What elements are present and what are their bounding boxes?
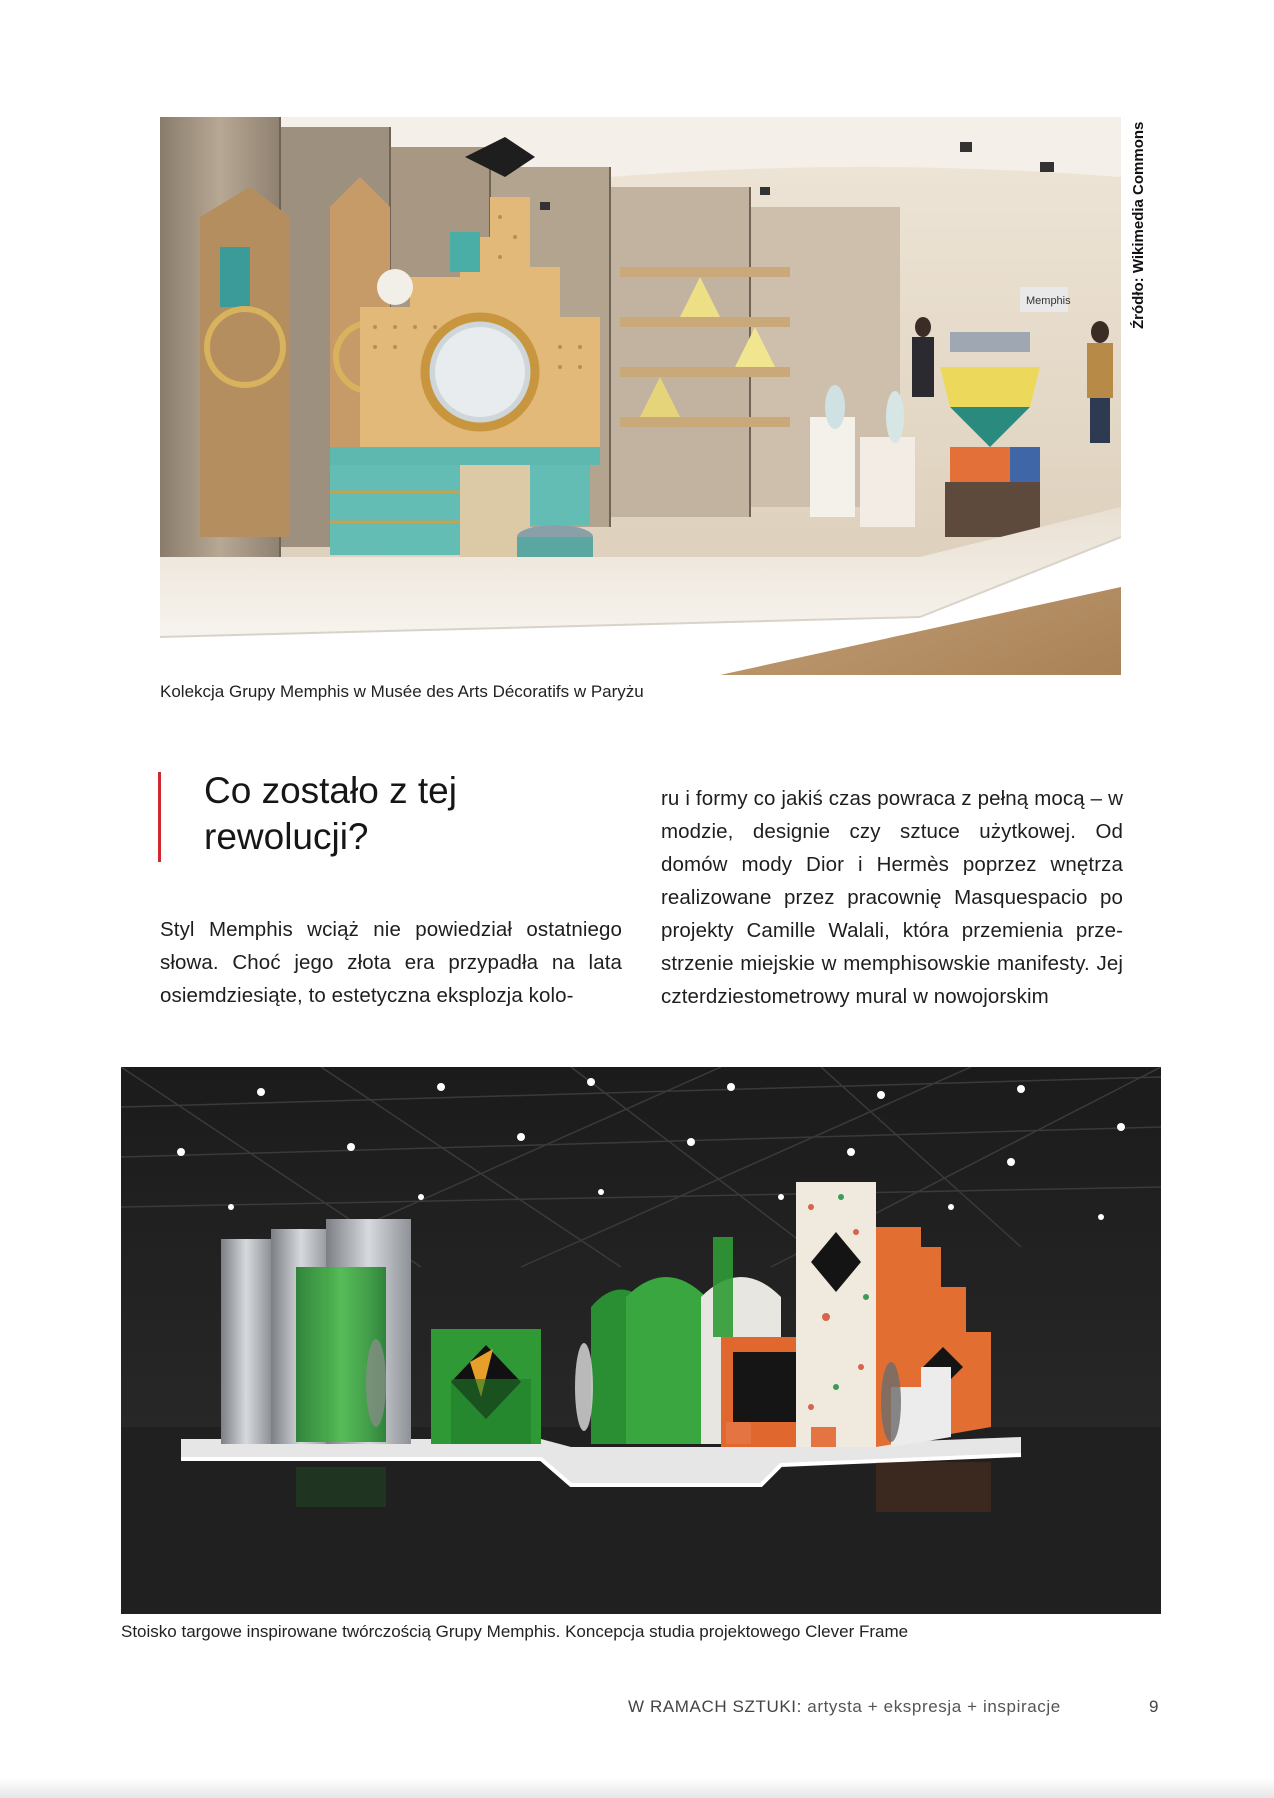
page-bottom-shadow	[0, 1778, 1274, 1798]
article-left-column: Styl Memphis wciąż nie powiedział ostatniego słowa. Choć jego złota era przypadła na lata osiemdziesiąte, to estetyczna eksplozja kolo-	[160, 918, 622, 1007]
figure1-caption: Kolekcja Grupy Memphis w Musée des Arts Décoratifs w Paryżu	[160, 682, 644, 701]
source-credit-text: Źródło: Wikimedia Commons	[1130, 121, 1147, 329]
footer-tagline: artysta + ekspresja + inspiracje	[807, 1697, 1061, 1716]
section-heading	[158, 772, 664, 862]
footer-series-title: W RAMACH SZTUKI:	[628, 1697, 802, 1716]
trade-booth-render	[121, 1067, 1161, 1614]
page-number: 9	[1149, 1697, 1159, 1716]
heading-line-1: Co zostało z tej	[204, 770, 457, 811]
figure2-caption: Stoisko targowe inspirowane twórczością Grupy Memphis. Koncepcja studia projektowego Clever Frame	[121, 1622, 909, 1641]
museum-exhibition-photo	[160, 117, 1121, 675]
museum-photo-illustration	[160, 117, 1121, 675]
page-footer	[628, 1697, 1061, 1717]
memphis-sign-text: Memphis	[1026, 295, 1071, 307]
heading-line-2: rewolucji?	[204, 816, 369, 857]
article-right-column: ru i formy co jakiś czas powraca z pełną mocą – w modzie, designie czy sztuce użytkowej. Od domów mody Dior i Hermès poprzez wnętrza realizowane przez pracownię Masquespacio po projekty Camille Walali, która przemienia przestrzenie miejskie w memphisowskie manifesty. Jej czterdziestometrowy mural w nowojorskim	[661, 787, 1123, 1008]
booth-render-illustration	[121, 1067, 1161, 1614]
section-heading-text	[204, 768, 664, 860]
image-source-credit	[1122, 117, 1162, 347]
